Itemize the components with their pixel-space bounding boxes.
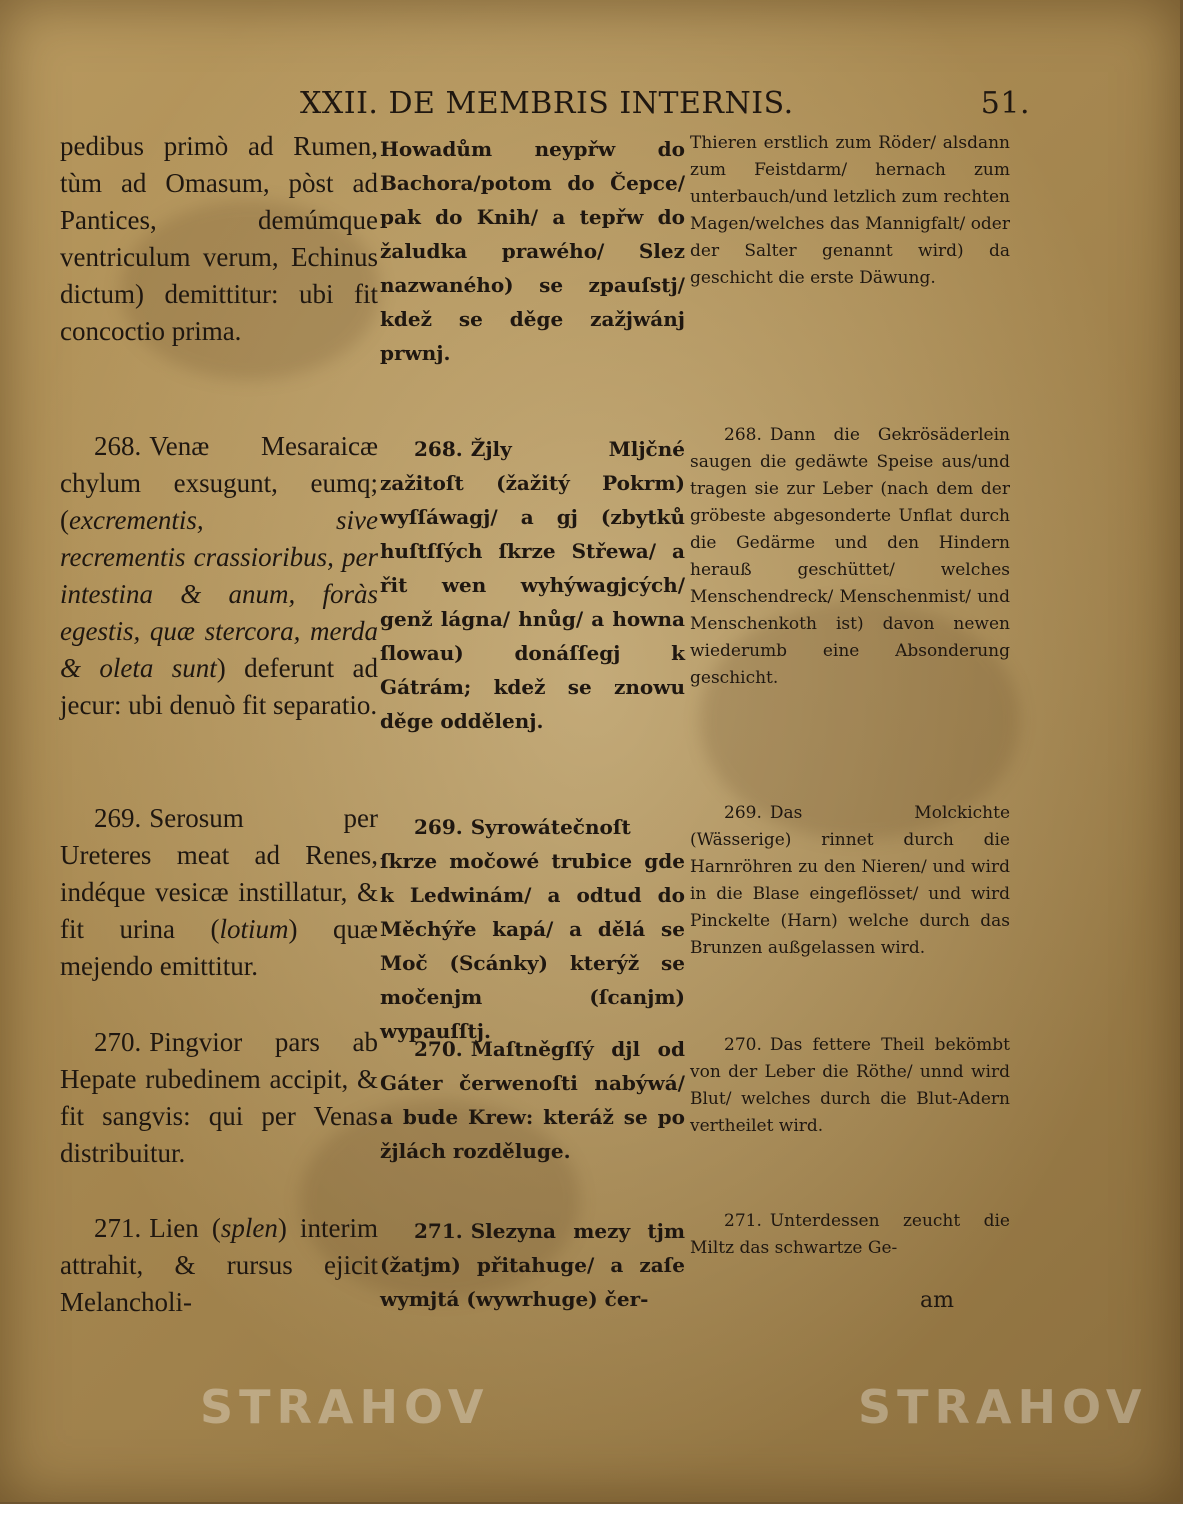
library-watermark: STRAHOV: [200, 1380, 490, 1434]
latin-text: Serosum per Ureteres meat ad Renes, indéque vesicæ instillatur, & fit urina (: [60, 803, 378, 944]
german-text: Das fettere Theil bekömbt von der Leber die Röthe/ unnd wird Blut/ welches durch die Blut-Adern vertheilet wird.: [690, 1035, 1010, 1136]
paragraph-number: 270.: [414, 1037, 463, 1061]
german-text: Das Molckichte (Wässerige) rinnet durch die Harnröhren zu den Nieren/ und wird in die Blase eingeflösset/ und wird Pinckelte (Harn) welche durch das Brunzen außgelassen wird.: [690, 803, 1010, 958]
german-paragraph-271: [690, 1208, 1010, 1262]
latin-paragraph-270: [60, 1024, 378, 1172]
czech-paragraph-continued: Howadům neypřw do Bachora/potom do Čepce/ pak do Knih/ a tepřw do žaludka prawého/ Slez nazwaného) se zpauſstj/ kdež se děge zažjwánj prwnj.: [380, 137, 685, 365]
czech-text: Žjly Mljčné zažitoſt (žažitý Pokrm) wyſſáwagj/ a gj (zbytků huſtſſých ſkrze Střewa/ a řit wen wyhýwagjcých/ genž lágna/ hnůg/ a howna ſlowau) donáſſegj k Gátrám; kdež se znowu děge oddělenj.: [380, 437, 685, 733]
paragraph-number: 268.: [724, 425, 762, 445]
paragraph-number: 271.: [94, 1213, 142, 1243]
latin-paragraph-continued: pedibus primò ad Rumen, tùm ad Omasum, pòst ad Pantices, demúmque ventriculum verum, Echinus dictum) demittitur: ubi fit concoctio prima.: [60, 131, 378, 346]
latin-text: Lien (: [149, 1213, 221, 1243]
czech-paragraph-268: [380, 432, 685, 738]
german-text: Dann die Gekrösäderlein saugen die gedäwte Speise aus/und tragen sie zur Leber (nach dem der gröbeste abgesonderte Unflat durch die Gedärme und den Hindern herauß geschüttet/ welches Menschendreck/ Menschenmist/ und Menschenkoth ist) davon newen wiederumb eine Absonderung geschicht.: [690, 425, 1010, 688]
czech-paragraph-270: [380, 1032, 685, 1168]
german-paragraph-268: [690, 422, 1010, 692]
library-watermark: STRAHOV: [858, 1380, 1148, 1434]
latin-paragraph-269: [60, 800, 378, 985]
latin-italic-text: splen: [220, 1213, 278, 1243]
paragraph-number: 270.: [724, 1035, 762, 1055]
latin-italic-text: lotium: [219, 914, 289, 944]
paragraph-number: 269.: [724, 803, 762, 823]
latin-text: ) deferunt ad jecur: ubi denuò fit separatio.: [60, 653, 378, 720]
paragraph-number: 271.: [414, 1219, 463, 1243]
latin-text: Pingvior pars ab Hepate rubedinem accipit, & fit sangvis: qui per Venas distribuitur.: [60, 1027, 378, 1168]
czech-paragraph-269: [380, 810, 685, 1048]
czech-paragraph-271: [380, 1214, 685, 1316]
czech-text: Syrowátečnoſt ſkrze močowé trubice gde k Ledwinám/ a odtud do Měchýře kapá/ a dělá se Moč (Scánky) kterýž se močenjm (ſcanjm) wypauſſtj.: [380, 815, 685, 1043]
czech-text: Maſtněgſſý djl od Gáter čerwenoſti nabýwá/ a bude Krew: kteráž se po žjlách rozděluge.: [380, 1037, 685, 1163]
running-head-title: XXII. DE MEMBRIS INTERNIS.: [300, 86, 794, 121]
catchword: am: [920, 1288, 954, 1313]
latin-paragraph-271: [60, 1210, 378, 1321]
paragraph-number: 269.: [94, 803, 142, 833]
german-paragraph-continued: Thieren erstlich zum Röder/ alsdann zum Feistdarm/ hernach zum unterbauch/und letzlich zum rechten Magen/welches das Mannigfalt/ oder der Salter genannt wird) da geschicht die erste Däwung.: [690, 133, 1010, 288]
paragraph-number: 271.: [724, 1211, 762, 1231]
latin-italic-text: excrementis, sive recrementis crassioribus, per intestina & anum, foràs egestis, quæ stercora, merda & oleta sunt: [60, 505, 378, 683]
latin-text: ) quæ mejendo emittitur.: [60, 914, 379, 981]
czech-text: Slezyna mezy tjm (žatjm) přitahuge/ a zaſe wymjtá (wywrhuge) čer-: [380, 1219, 685, 1311]
paragraph-number: 268.: [94, 431, 142, 461]
latin-text: Venæ Mesaraicæ chylum exsugunt, eumq; (: [60, 431, 378, 535]
latin-text: ) interim attrahit, & rursus ejicit Melancholi-: [60, 1213, 378, 1317]
page-number: 51.: [980, 86, 1030, 121]
latin-paragraph-268: [60, 428, 378, 724]
german-paragraph-269: [690, 800, 1010, 962]
paragraph-number: 269.: [414, 815, 463, 839]
paragraph-number: 270.: [94, 1027, 142, 1057]
running-head: [300, 86, 1030, 121]
german-paragraph-270: [690, 1032, 1010, 1140]
paragraph-number: 268.: [414, 437, 463, 461]
german-text: Unterdessen zeucht die Miltz das schwartze Ge-: [690, 1211, 1010, 1258]
